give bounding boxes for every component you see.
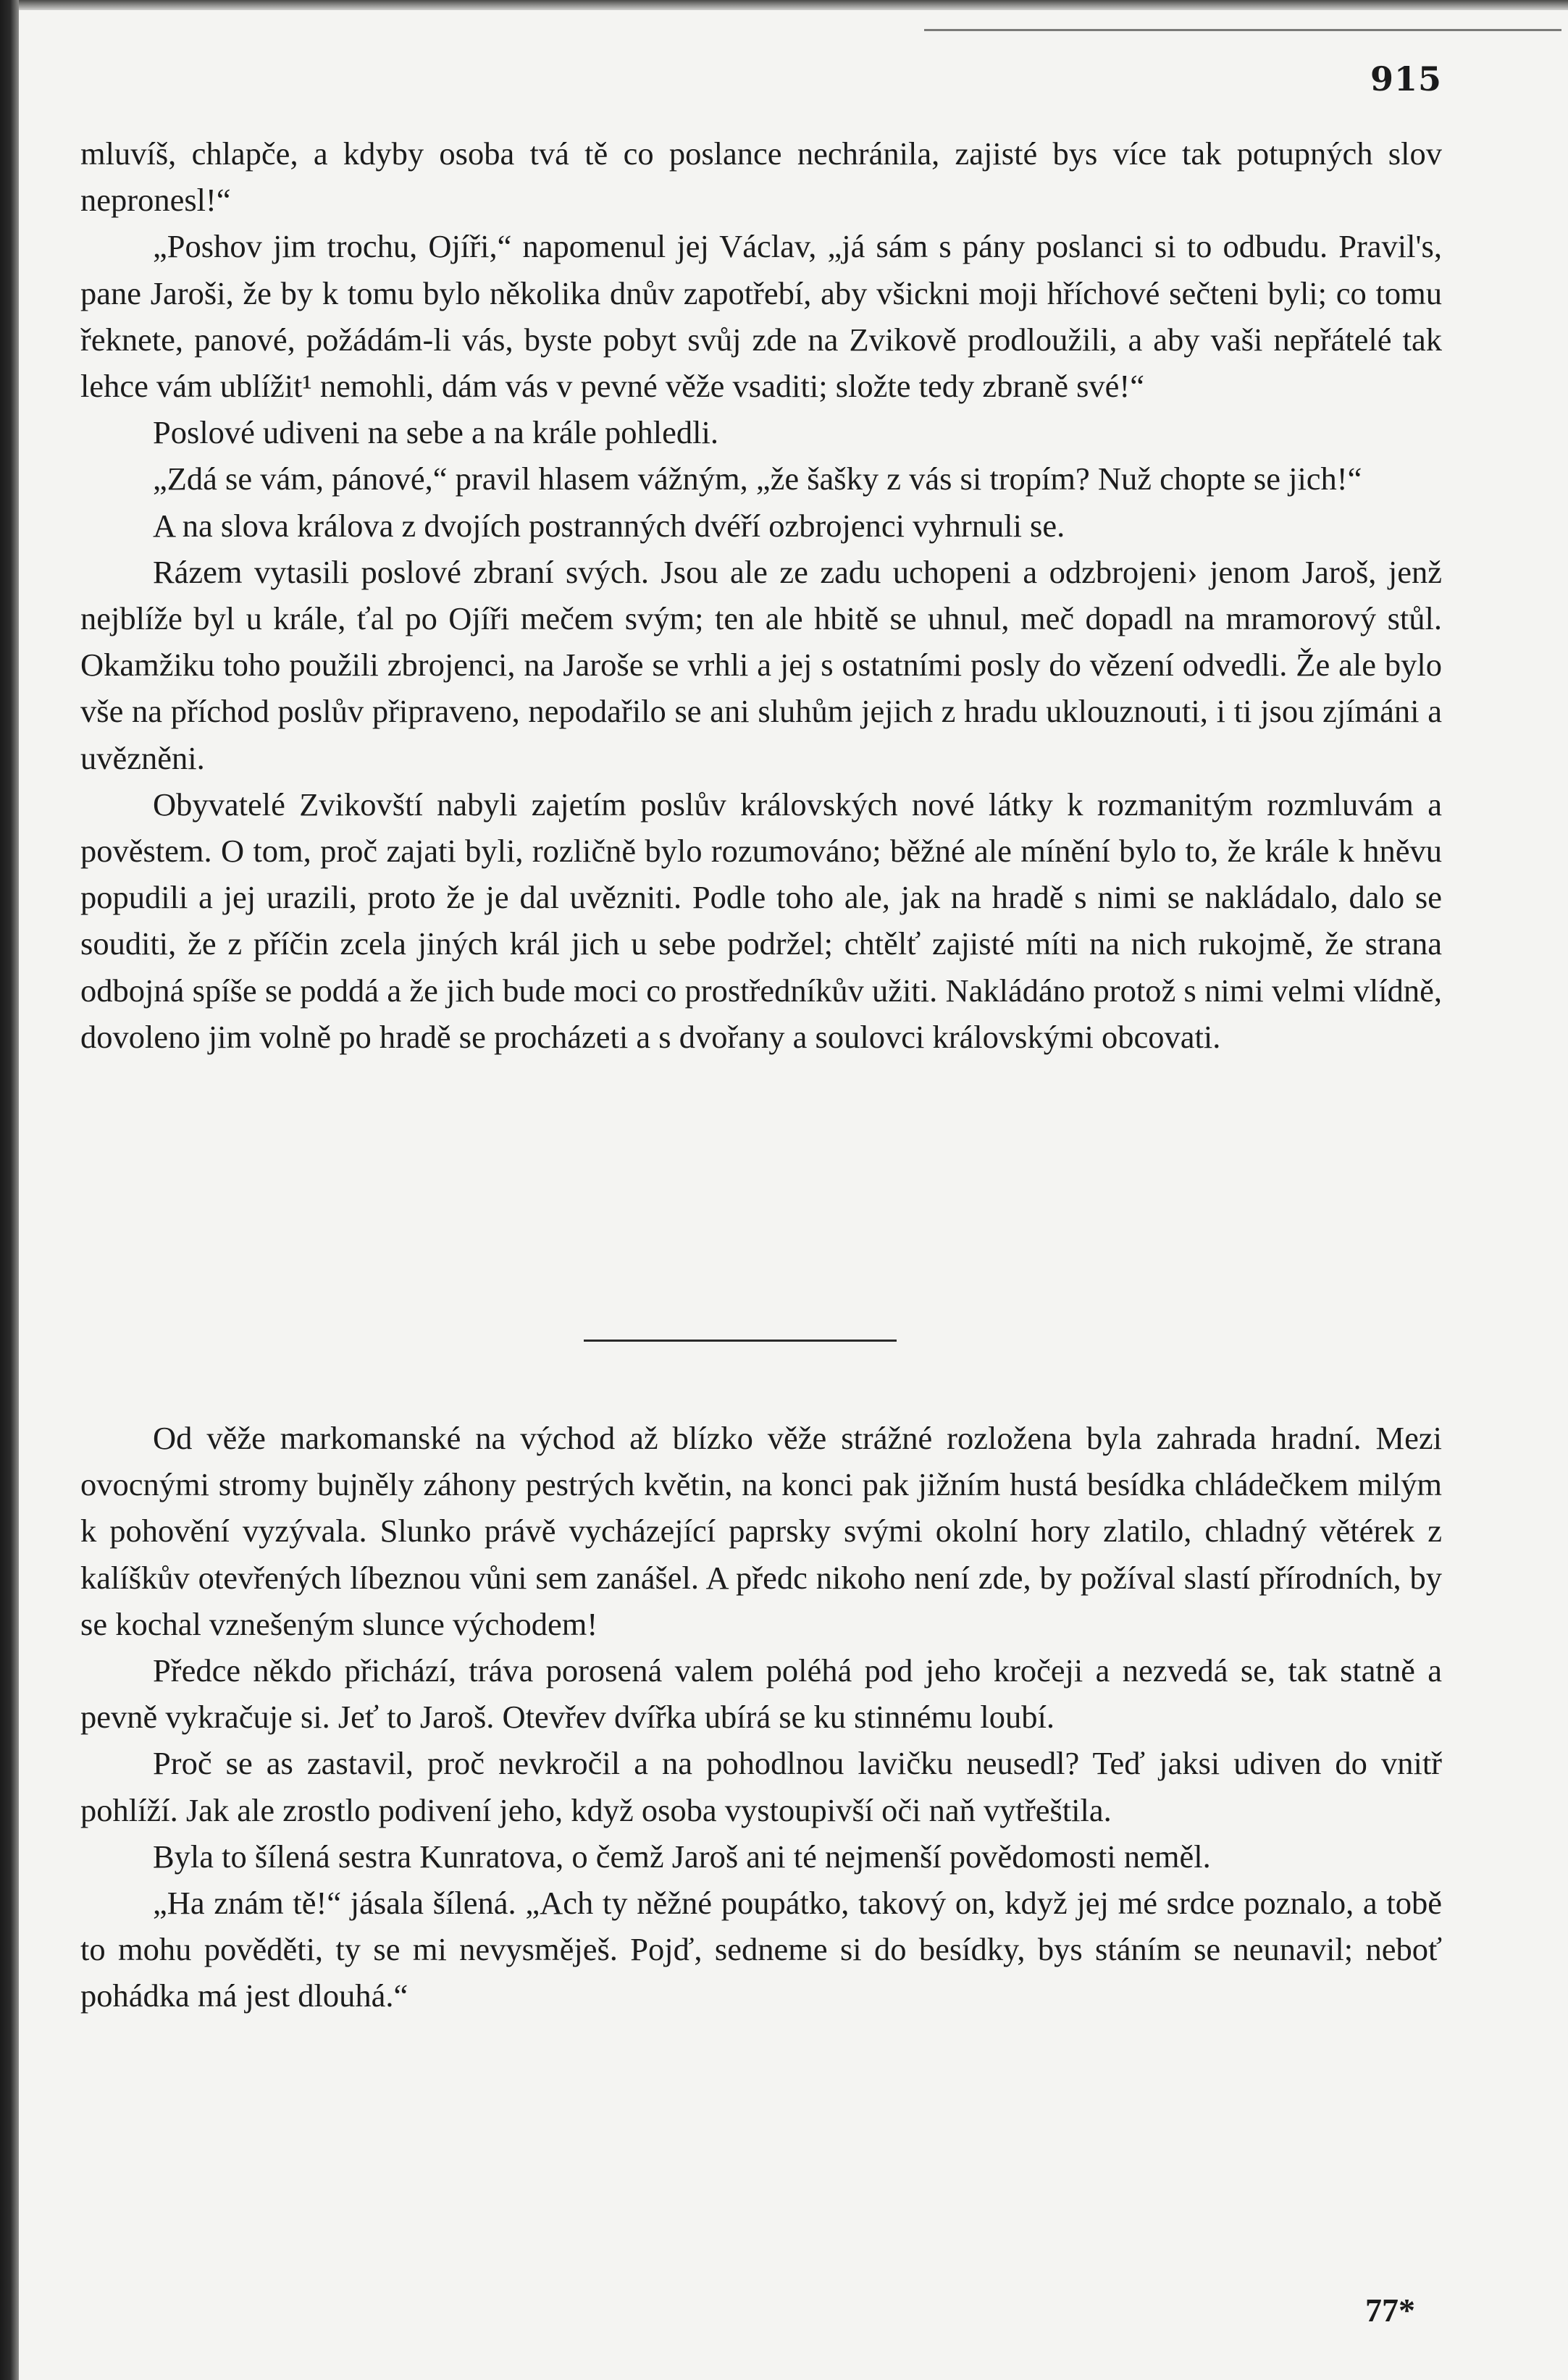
paragraph-4: „Zdá se vám, pánové,“ pravil hlasem vážným, „že šašky z vás si tropím? Nuž chopte se jich!“ — [153, 461, 1362, 497]
paragraph-9: Předce někdo přichází, tráva porosená valem poléhá pod jeho kročeji a nezvedá se, tak statně a pevně vykračuje si. Jeť to Jaroš. Otevřev dvířka ubírá se ku stinnému loubí. — [80, 1652, 1442, 1736]
paragraph-11: Byla to šílená sestra Kunratova, o čemž Jaroš ani té nejmenší povědomosti neměl. — [153, 1838, 1211, 1875]
scan-top-edge — [19, 0, 1568, 10]
section-divider — [584, 1340, 897, 1342]
signature-mark: 77* — [1365, 2292, 1415, 2329]
paragraph-1: mluvíš, chlapče, a kdyby osoba tvá tě co poslance nechránila, zajisté bys více tak potupných slov nepronesl!“ — [80, 135, 1442, 219]
book-page — [19, 10, 1568, 2380]
scan-binding-edge — [0, 0, 19, 2380]
text-section-1 — [80, 130, 1442, 1060]
header-rule — [924, 29, 1561, 31]
paragraph-6: Rázem vytasili poslové zbraní svých. Jsou ale ze zadu uchopeni a odzbrojeni› jenom Jaroš, jenž nejblíže byl u krále, ťal po Ojíři mečem svým; ten ale hbitě se uhnul, meč dopadl na mramorový stůl. Okamžiku toho použili zbrojenci, na Jaroše se vrhli a jej s ostatními posly do vězení odvedli. Že ale bylo vše na příchod poslův připraveno, nepodařilo se ani sluhům jejich z hradu uklouznouti, i ti jsou zjímáni a uvězněni. — [80, 553, 1442, 776]
paragraph-7: Obyvatelé Zvikovští nabyli zajetím poslův královských nové látky k rozmanitým rozmluvám a pověstem. O tom, proč zajati byli, rozličně bylo rozumováno; běžné ale mínění bylo to, že krále k hněvu popudili a jej urazili, proto že je dal uvězniti. Podle toho ale, jak na hradě s nimi se nakládalo, dalo se souditi, že z příčin zcela jiných král jich u sebe podržel; chtělť zajisté míti na nich rukojmě, že strana odbojná spíše se poddá a že jich bude moci co prostředníkův užiti. Nakládáno protož s nimi velmi vlídně, dovoleno jim volně po hradě se procházeti a s dvořany a soulovci královskými obcovati. — [80, 786, 1442, 1055]
page-number: 915 — [1370, 59, 1442, 98]
paragraph-8: Od věže markomanské na východ až blízko věže strážné rozložena byla zahrada hradní. Mezi ovocnými stromy bujněly záhony pestrých květin, na konci pak jižním hustá besídka chládečkem milým k pohovění vyzývala. Slunko právě vycházející paprsky svými okolní hory zlatilo, chladný větérek z kalíškův otevřených líbeznou vůni sem zanášel. A předc nikoho není zde, by požíval slastí přírodních, by se kochal vznešeným slunce východem! — [80, 1420, 1442, 1642]
text-section-2 — [80, 1415, 1442, 2019]
paragraph-3: Poslové udiveni na sebe a na krále pohledli. — [153, 414, 719, 451]
paragraph-2: „Poshov jim trochu, Ojíři,“ napomenul jej Václav, „já sám s pány poslanci si to odbudu. Pravil's, pane Jaroši, že by k tomu bylo několika dnův zapotřebí, aby všickni moji hříchové sečteni byli; co tomu řeknete, panové, požádám-li vás, byste pobyt svůj zde na Zvikově prodloužili, a aby vaši nepřátelé tak lehce vám ublížit¹ nemohli, dám vás v pevné věže vsaditi; složte tedy zbraně své!“ — [80, 228, 1442, 405]
paragraph-5: A na slova králova z dvojích postranných dvéří ozbrojenci vyhrnuli se. — [153, 507, 1065, 544]
paragraph-12: „Ha znám tě!“ jásala šílená. „Ach ty něžné poupátko, takový on, když jej mé srdce poznalo, a tobě to mohu pověděti, ty se mi nevysměješ. Pojď, sedneme si do besídky, bys stáním se neunavil; neboť pohádka má jest dlouhá.“ — [80, 1885, 1442, 2014]
paragraph-10: Proč se as zastavil, proč nevkročil a na pohodlnou lavičku neusedl? Teď jaksi udiven do vnitř pohlíží. Jak ale zrostlo podivení jeho, když osoba vystoupivší oči naň vytřeštila. — [80, 1745, 1442, 1828]
